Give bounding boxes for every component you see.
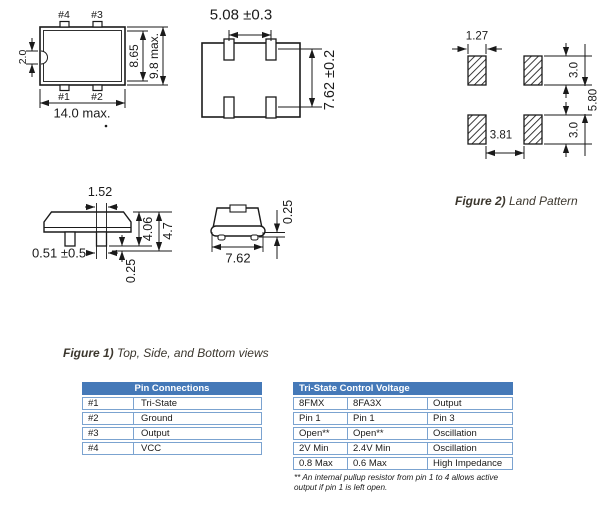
tri-state-cell: High Impedance: [433, 458, 503, 469]
tri-state-cell: 2.4V Min: [348, 443, 428, 454]
table-row: [82, 442, 262, 455]
figure2-text: Land Pattern: [505, 194, 578, 208]
pin-connections-table: [82, 382, 262, 457]
tri-state-cell: Oscillation: [433, 428, 477, 439]
pin-connections-header: Pin Connections: [82, 382, 262, 395]
dim-standoff: 0.25: [123, 258, 138, 284]
pin-function-cell: Output: [141, 428, 170, 439]
dim-end-body-width: 7.62: [225, 250, 251, 266]
table-row: [293, 412, 513, 425]
solder-pad: [524, 56, 542, 85]
pin-number-cell: #1: [83, 398, 134, 409]
dim-pin-pitch-y: 7.62 ±0.2: [321, 49, 338, 111]
dim-side-total-height: 4.7: [160, 222, 175, 240]
figure1-caption: [63, 346, 269, 360]
land-pattern-drawing: [452, 43, 592, 159]
solder-pad: [468, 115, 486, 144]
tri-state-table: [293, 382, 513, 472]
tri-state-cell: Pin 1: [348, 413, 428, 424]
tri-state-header: Tri-State Control Voltage: [293, 382, 513, 395]
tri-state-cell: Open**: [348, 428, 428, 439]
dim-pad-width: 1.27: [465, 30, 489, 43]
dim-side-body-height: 4.06: [140, 216, 155, 242]
pin2-label: #2: [91, 90, 103, 103]
pin-number-cell: #2: [83, 413, 134, 424]
pin-function-cell: Ground: [141, 413, 173, 424]
dim-body-height: 8.65: [127, 44, 141, 68]
dim-row-pitch: 5.80: [587, 88, 600, 112]
tri-state-cell: Oscillation: [433, 443, 477, 454]
figure2-label: Figure 2): [455, 194, 506, 208]
dim-notch-height: 2.0: [16, 49, 29, 65]
tri-state-cell: Open**: [294, 428, 348, 439]
tri-state-footnote: [294, 473, 524, 493]
table-row: [293, 442, 513, 455]
figure2-caption: [455, 194, 578, 208]
footnote-line1: ** An internal pullup resistor from pin 1 to 4 allows active: [294, 473, 499, 482]
solder-pad: [468, 56, 486, 85]
table-row: [82, 412, 262, 425]
figure1-label: Figure 1): [63, 346, 114, 360]
pin3-label: #3: [91, 8, 103, 21]
dim-pad-height-bottom: 3.0: [568, 122, 581, 138]
tri-state-cell: 0.6 Max: [348, 458, 428, 469]
table-row: [82, 397, 262, 410]
footnote-line2: output if pin 1 is left open.: [294, 483, 388, 492]
tri-state-cell: Pin 3: [433, 413, 455, 424]
solder-pad: [524, 115, 542, 144]
dim-max-height: 9.8 max.: [147, 32, 161, 80]
pin4-label: #4: [58, 8, 70, 21]
table-row: [293, 427, 513, 440]
dim-lead-width: 0.51 ±0.5: [31, 245, 87, 261]
tri-state-cell: 0.8 Max: [294, 458, 348, 469]
table-row: [293, 457, 513, 470]
dim-lid-thickness: 0.25: [280, 199, 295, 225]
pin-function-cell: Tri-State: [141, 398, 178, 409]
dim-max-width: 14.0 max.: [53, 105, 111, 121]
table-row: [293, 397, 513, 410]
pin-number-cell: #3: [83, 428, 134, 439]
dim-pin-pitch-x: 5.08 ±0.3: [209, 6, 273, 24]
pin-function-cell: VCC: [141, 443, 162, 454]
figure1-text: Top, Side, and Bottom views: [113, 346, 269, 360]
dim-pad-height-top: 3.0: [568, 62, 581, 78]
dim-lead-spacing: 1.52: [87, 184, 113, 199]
dot-artifact: [105, 125, 108, 128]
tri-state-cell: Pin 1: [294, 413, 348, 424]
tri-state-cell: 8FMX: [294, 398, 348, 409]
table-row: [82, 427, 262, 440]
tri-state-cell: 8FA3X: [348, 398, 428, 409]
tri-state-cell: 2V Min: [294, 443, 348, 454]
dim-pad-gap-x: 3.81: [489, 129, 513, 142]
pin1-label: #1: [58, 90, 70, 103]
tri-state-cell: Output: [433, 398, 462, 409]
bottom-view-drawing: [202, 30, 322, 118]
pin-number-cell: #4: [83, 443, 134, 454]
